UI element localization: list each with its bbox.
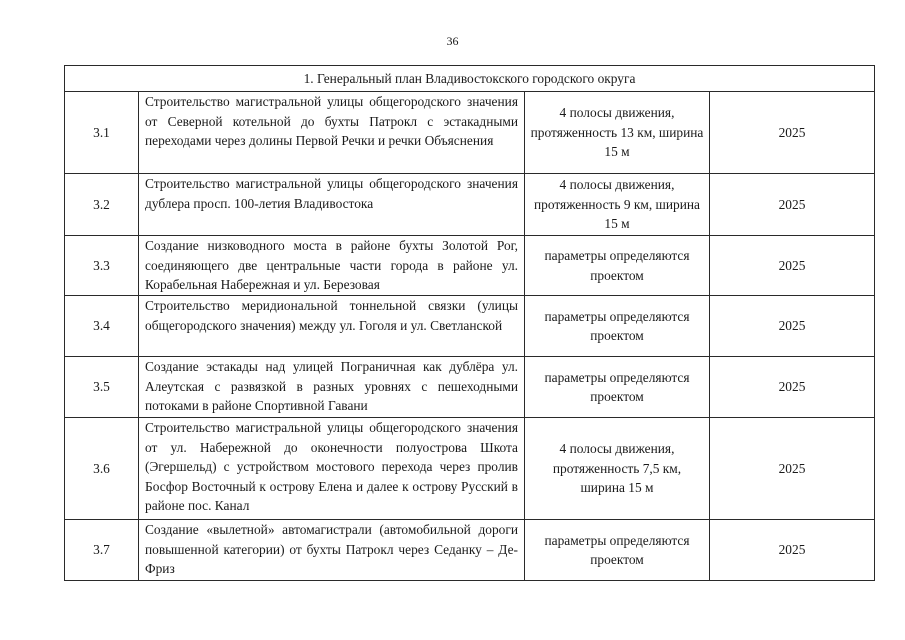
item-number: 3.5: [65, 357, 139, 418]
table-row: [65, 174, 875, 236]
item-year: 2025: [710, 520, 875, 581]
page-number: 36: [446, 34, 459, 48]
table-row: [65, 92, 875, 174]
item-description: Строительство меридиональной тоннельной связки (улицы общегородского значения) между ул. Гоголя и ул. Светланской: [139, 296, 525, 357]
item-parameters: 4 полосы движения, протяженность 9 км, ширина 15 м: [525, 174, 710, 236]
item-number: 3.4: [65, 296, 139, 357]
item-parameters: 4 полосы движения, протяженность 13 км, ширина 15 м: [525, 92, 710, 174]
table-row: [65, 296, 875, 357]
section-header-row: [65, 66, 875, 92]
item-year: 2025: [710, 418, 875, 520]
item-number: 3.3: [65, 236, 139, 296]
item-number: 3.1: [65, 92, 139, 174]
item-year: 2025: [710, 357, 875, 418]
table-row: [65, 236, 875, 296]
table-row: [65, 357, 875, 418]
item-parameters: 4 полосы движения, протяженность 7,5 км, ширина 15 м: [525, 418, 710, 520]
item-description: Создание эстакады над улицей Пограничная как дублёра ул. Алеутская с развязкой в разных уровнях с пешеходными потоками в районе Спортивной Гавани: [139, 357, 525, 418]
item-number: 3.7: [65, 520, 139, 581]
item-year: 2025: [710, 236, 875, 296]
item-parameters: параметры определяются проектом: [525, 296, 710, 357]
table-row: [65, 418, 875, 520]
item-description: Строительство магистральной улицы общегородского значения дублера просп. 100-летия Владивостока: [139, 174, 525, 236]
item-description: Создание низководного моста в районе бухты Золотой Рог, соединяющего две центральные части города в районе ул. Корабельная Набережная и ул. Березовая: [139, 236, 525, 296]
item-description: Строительство магистральной улицы общегородского значения от ул. Набережной до оконечности полуострова Шкота (Эгершельд) с устройством мостового перехода через пролив Босфор Восточный к острову Елена и далее к острову Русский в районе пос. Канал: [139, 418, 525, 520]
item-year: 2025: [710, 92, 875, 174]
item-year: 2025: [710, 174, 875, 236]
item-number: 3.6: [65, 418, 139, 520]
item-number: 3.2: [65, 174, 139, 236]
item-description: Создание «вылетной» автомагистрали (автомобильной дороги повышенной категории) от бухты Патрокл через Седанку – Де-Фриз: [139, 520, 525, 581]
item-parameters: параметры определяются проектом: [525, 357, 710, 418]
item-parameters: параметры определяются проектом: [525, 236, 710, 296]
plan-table: [64, 65, 875, 581]
item-year: 2025: [710, 296, 875, 357]
section-title: 1. Генеральный план Владивостокского городского округа: [65, 66, 875, 92]
table-row: [65, 520, 875, 581]
item-description: Строительство магистральной улицы общегородского значения от Северной котельной до бухты Патрокл с эстакадными переходами через долины Первой Речки и речки Объяснения: [139, 92, 525, 174]
item-parameters: параметры определяются проектом: [525, 520, 710, 581]
